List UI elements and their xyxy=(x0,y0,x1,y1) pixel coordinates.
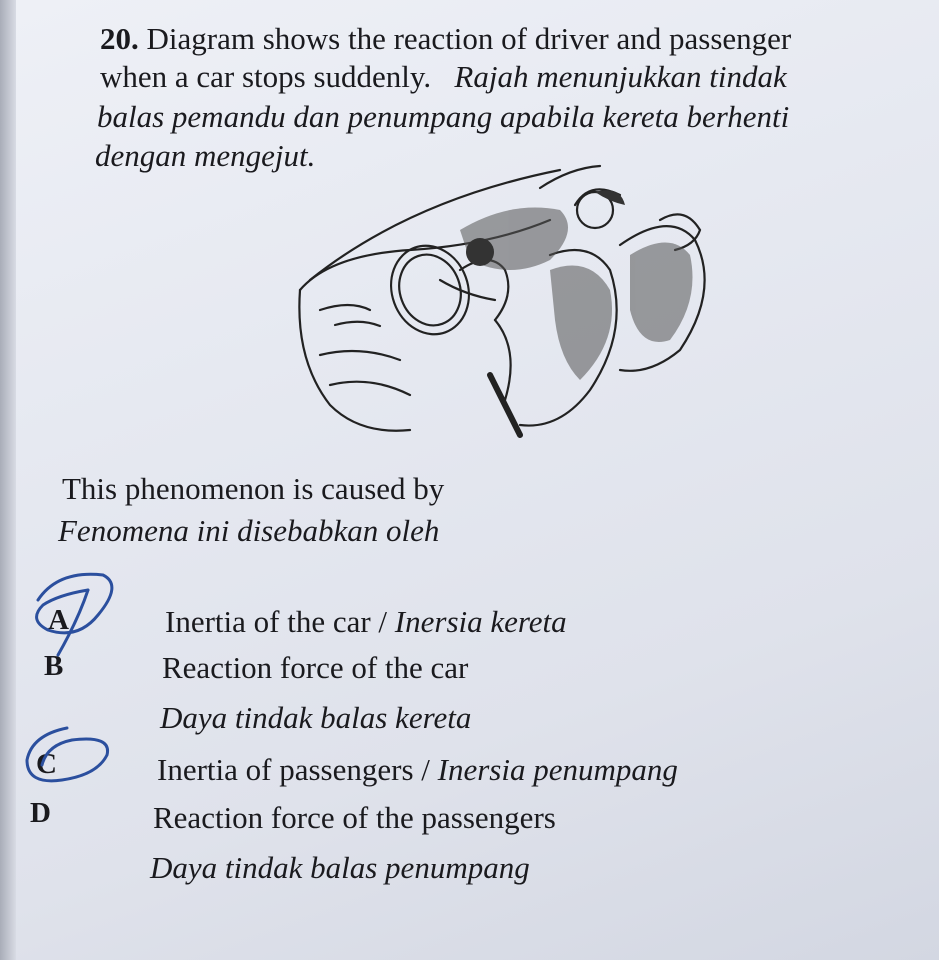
option-c-ms: Inersia penumpang xyxy=(437,752,678,787)
option-d-ms: Daya tindak balas penumpang xyxy=(150,850,530,885)
question-line-3: balas pemandu dan penumpang apabila kereta berhenti xyxy=(97,99,790,134)
prompt-ms: Fenomena ini disebabkan oleh xyxy=(58,513,440,548)
car-crash-illustration xyxy=(290,160,740,445)
pen-circle-option-c xyxy=(12,720,122,800)
option-c-text[interactable] xyxy=(157,752,678,788)
question-line-1 xyxy=(100,20,791,57)
option-a-en: Inertia of the car / xyxy=(165,604,395,639)
option-d-letter[interactable]: D xyxy=(30,797,51,829)
option-c-letter[interactable]: C xyxy=(36,748,57,780)
option-b-en[interactable]: Reaction force of the car xyxy=(162,650,469,685)
question-line-4: dengan mengejut. xyxy=(95,138,316,173)
option-b-letter[interactable]: B xyxy=(44,650,64,682)
option-a-ms: Inersia kereta xyxy=(394,604,567,639)
option-b-ms: Daya tindak balas kereta xyxy=(160,700,472,735)
question-text-1: Diagram shows the reaction of driver and passenger xyxy=(146,21,792,56)
page-edge xyxy=(0,0,16,960)
option-c-en: Inertia of passengers / xyxy=(157,752,438,787)
prompt-en: This phenomenon is caused by xyxy=(62,471,445,506)
option-d-en[interactable]: Reaction force of the passengers xyxy=(153,800,556,835)
question-text-2-en: when a car stops suddenly. xyxy=(100,59,432,94)
question-text-2-ms: Rajah menunjukkan tindak xyxy=(454,59,787,94)
option-a-letter[interactable]: A xyxy=(48,604,69,636)
option-a-text[interactable] xyxy=(165,604,567,640)
question-number: 20. xyxy=(100,21,139,56)
question-line-2 xyxy=(100,58,787,95)
pen-circle-option-a xyxy=(18,560,128,680)
